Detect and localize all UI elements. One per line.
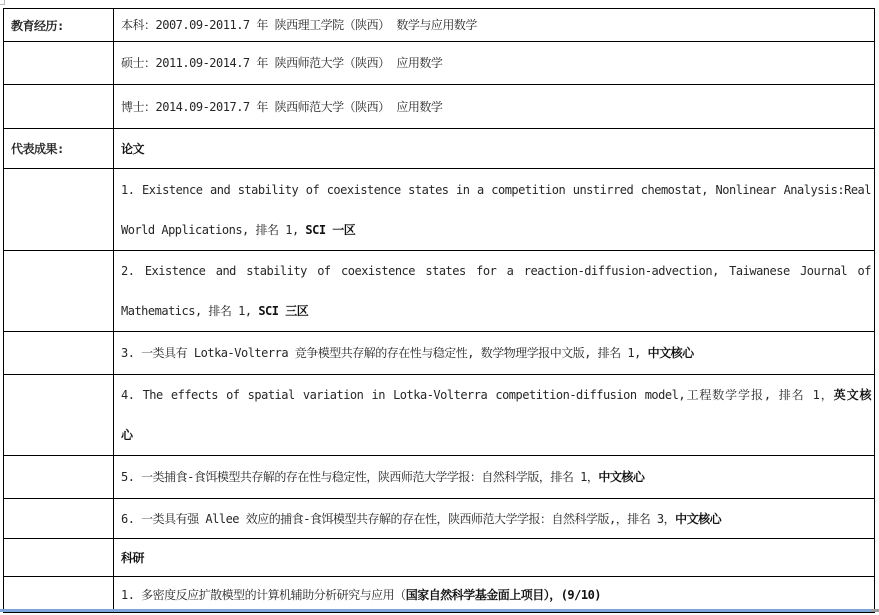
row-text-bold: SCI 一区 [305, 222, 356, 237]
row-content-cell[interactable] [114, 85, 875, 129]
row-text: 3. 一类具有 Lotka-Volterra 竞争模型共存解的存在性与稳定性, 数学物理学报中文版, 排名 1, [121, 346, 648, 360]
window-edge-line-end [871, 609, 879, 612]
row-label-cell [4, 375, 114, 456]
row-text-bold: SCI 三区 [258, 304, 309, 318]
row-text-bold: 心 [121, 428, 133, 442]
row-label-cell [4, 42, 114, 85]
row-content-cell[interactable] [114, 251, 875, 332]
row-label-cell [4, 332, 114, 375]
page-corner-mark [0, 4, 5, 5]
row-label-cell [4, 539, 114, 577]
row-label-cell [4, 577, 114, 613]
row-content-cell[interactable] [114, 375, 875, 456]
row-label-cell: 教育经历: [4, 9, 114, 42]
table-row-paper-3 [4, 332, 875, 375]
table-row-paper-4 [4, 375, 875, 456]
row-text: 1. 多密度反应扩散模型的计算机辅助分析研究与应用（ [121, 587, 406, 602]
row-label-cell: 代表成果: [4, 129, 114, 169]
table-row-project-1 [4, 577, 875, 613]
row-label-cell [4, 251, 114, 332]
row-content-cell[interactable] [114, 332, 875, 375]
row-label-cell [4, 169, 114, 251]
cv-table [3, 8, 875, 613]
table-row-paper-1 [4, 169, 875, 251]
table-row-paper-6 [4, 499, 875, 539]
row-text: Mathematics, 排名 1, [121, 304, 259, 318]
row-text: 2. Existence and stability of coexistence states for a reaction-diffusion-advection, Taiwanese Journal of [121, 264, 871, 278]
row-text: 4. The effects of spatial variation in Lotka-Volterra competition-diffusion model,工程数学学报, 排名 1， [121, 388, 834, 402]
row-text: 1. Existence and stability of coexistence states in a competition unstirred chemostat, Nonlinear Analysis:Real [121, 182, 871, 197]
row-text: 硕士：2011.09-2014.7 年 陕西师范大学（陕西） 应用数学 [121, 56, 443, 70]
row-content-cell[interactable] [114, 129, 875, 169]
table-row-paper-5 [4, 456, 875, 499]
row-content-cell[interactable] [114, 499, 875, 539]
table-row-paper-2 [4, 251, 875, 332]
row-content-cell[interactable] [114, 169, 875, 251]
row-text-bold: 中文核心 [598, 470, 645, 484]
table-row-achievements-header [4, 129, 875, 169]
row-content-cell[interactable] [114, 456, 875, 499]
row-text-bold: 国家自然科学基金面上项目），(9/10) [405, 587, 602, 602]
row-text-bold: 中文核心 [647, 346, 694, 360]
row-text-bold: 中文核心 [675, 511, 722, 526]
section-title-research: 科研 [121, 550, 145, 565]
row-text: 5. 一类捕食-食饵模型共存解的存在性与稳定性，陕西师范大学学报：自然科学版，排名 1， [121, 470, 599, 484]
row-content-cell[interactable] [114, 9, 875, 42]
row-label-cell [4, 85, 114, 129]
row-text: World Applications, 排名 1, [121, 222, 306, 237]
row-label-cell [4, 456, 114, 499]
row-text: 博士：2014.09-2017.7 年 陕西师范大学（陕西） 应用数学 [121, 99, 443, 114]
table-row-education-bachelor [4, 9, 875, 42]
section-title-papers: 论文 [121, 141, 145, 156]
row-label-cell [4, 499, 114, 539]
row-text: 6. 一类具有强 Allee 效应的捕食-食饵模型共存解的存在性，陕西师范大学学报：自然科学版,，排名 3， [121, 511, 676, 526]
table-row-education-phd [4, 85, 875, 129]
row-content-cell[interactable] [114, 539, 875, 577]
row-text-bold: 英文核 [833, 388, 871, 402]
row-content-cell[interactable] [114, 42, 875, 85]
table-row-research-header [4, 539, 875, 577]
window-edge-line [0, 609, 879, 612]
row-text: 本科：2007.09-2011.7 年 陕西理工学院（陕西） 数学与应用数学 [121, 18, 477, 32]
table-row-education-master [4, 42, 875, 85]
row-content-cell[interactable] [114, 577, 875, 613]
